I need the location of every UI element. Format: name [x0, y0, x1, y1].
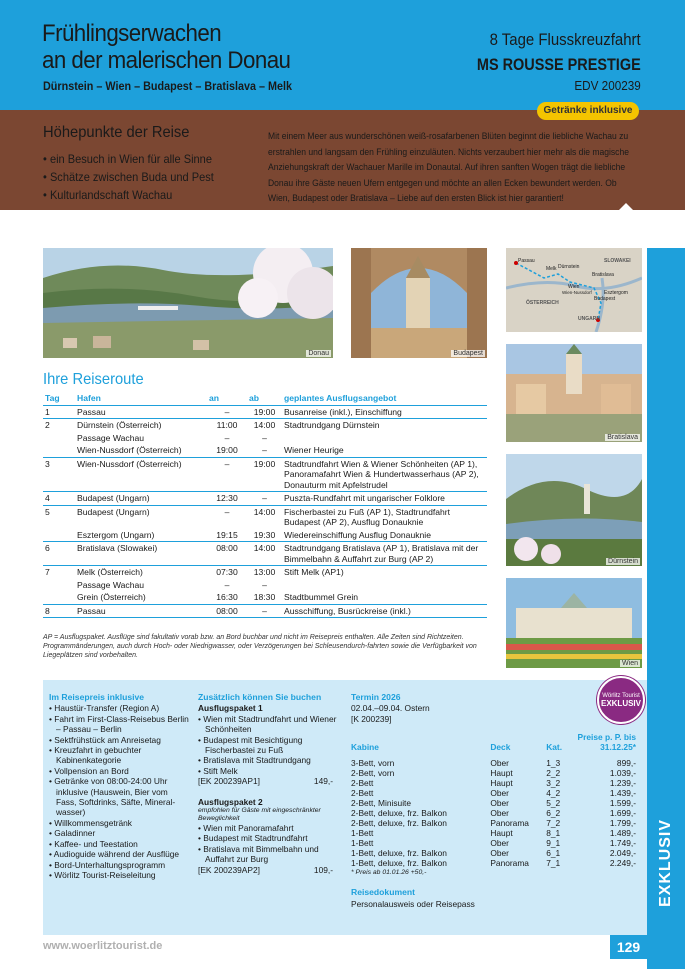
map-label-oesterreich: ÖSTERREICH	[526, 300, 559, 306]
cell-deck: Ober	[490, 808, 509, 819]
photo-caption: Budapest	[453, 350, 483, 357]
cell-kabine: 1-Bett, deluxe, frz. Balkon	[351, 858, 447, 869]
col-hafen: Hafen	[75, 392, 207, 405]
cell-kabine: 2-Bett, vorn	[351, 768, 395, 779]
cell-preis: 1.489,-	[609, 828, 636, 839]
website-link[interactable]: www.woerlitztourist.de	[43, 940, 163, 952]
cell-an: 08:00	[207, 604, 247, 618]
cell-ab: –	[247, 492, 282, 506]
list-item: • Bratislava mit Stadtrundgang	[198, 755, 338, 765]
cell-preis: 1.039,-	[609, 768, 636, 779]
cell-preis: 1.599,-	[609, 798, 636, 809]
cell-preis: 899,-	[616, 758, 636, 769]
termin-code: [K 200239]	[351, 713, 392, 724]
package2-code: [EK 200239AP2]	[198, 864, 260, 875]
package1-title: Ausflugspaket 1	[198, 703, 263, 714]
list-item: • Willkommensgetränk	[49, 818, 189, 828]
cell-an: 11:00	[216, 420, 238, 430]
price-row	[351, 768, 636, 778]
highlight-item: • Kulturlandschaft Wachau	[43, 186, 214, 204]
cell-kabine: 2-Bett	[351, 788, 374, 799]
table-row	[43, 492, 487, 506]
price-row	[351, 848, 636, 858]
route-heading: Ihre Reiseroute	[43, 371, 144, 388]
inklusive-column	[49, 692, 189, 880]
termin-date: 02.04.–09.04. Ostern	[351, 703, 430, 714]
highlights-title: Höhepunkte der Reise	[43, 124, 190, 141]
photo-caption: Bratislava	[607, 434, 638, 441]
cell-ab: –	[262, 432, 267, 443]
ship-name: MS ROUSSE PRESTIGE	[477, 55, 641, 74]
table-row	[43, 405, 487, 419]
cell-an: 16:30	[207, 591, 247, 604]
cell-tag: 5	[45, 506, 50, 517]
cell-ab: –	[247, 444, 282, 457]
price-body	[351, 758, 636, 868]
seal-line1: Wörlitz Tourist	[602, 693, 640, 699]
price-table	[351, 732, 636, 868]
package1-code: [EK 200239AP1]	[198, 776, 260, 787]
col-tag: Tag	[43, 392, 75, 405]
cell-kat: 2_2	[546, 768, 561, 779]
reisedokument-title: Reisedokument	[351, 887, 415, 898]
wien-belvedere-image	[506, 578, 642, 668]
cell-ab: 14:00	[247, 542, 282, 566]
cell-hafen: Esztergom (Ungarn)	[75, 529, 207, 542]
map-label-passau: Passau	[518, 258, 535, 264]
cell-preis: 1.699,-	[609, 808, 636, 819]
price-row	[351, 788, 636, 798]
cell-ausflug: Stadtrundgang Bratislava (AP 1), Bratislava mit der Bimmelbahn & Auffahrt zur Burg (AP 2)	[282, 542, 487, 566]
exklusiv-seal	[597, 676, 645, 724]
cell-hafen: Passage Wachau	[77, 579, 145, 590]
exklusiv-vertical-label: EXKLUSIV	[657, 818, 674, 907]
termin-title: Termin 2026	[351, 692, 401, 702]
list-item: • Stift Melk	[198, 766, 338, 776]
cell-ausflug: Stadtrundfahrt Wien & Wiener Schönheiten (AP 1), Panoramafahrt Wien & Hundertwasserhaus (AP 2), Donauturm mit Apfelstrudel	[282, 457, 487, 492]
cell-hafen: Passau	[75, 604, 207, 618]
cell-ausflug: Ausschiffung, Busrückreise (inkl.)	[282, 604, 487, 618]
cell-kat: 5_2	[546, 798, 561, 809]
col-kabine: Kabine	[351, 742, 379, 753]
cell-hafen: Passau	[75, 405, 207, 419]
photo-budapest	[351, 248, 487, 358]
map-label-wien-nussdorf: Wien-Nussdorf	[562, 290, 592, 295]
list-item: • Wien mit Stadtrundfahrt und Wiener Schönheiten	[198, 714, 338, 735]
route-subtitle: Dürnstein – Wien – Budapest – Bratislava – Melk	[43, 79, 292, 93]
cell-preis: 1.749,-	[609, 838, 636, 849]
list-item: • Vollpension an Bord	[49, 766, 189, 776]
seal-line2: EXKLUSIV	[600, 699, 641, 708]
cell-tag	[43, 591, 75, 604]
map-label-duernstein: Dürnstein	[558, 264, 580, 270]
cell-an: –	[207, 457, 247, 492]
cell-hafen: Melk (Österreich)	[77, 567, 143, 577]
cell-ausflug: Wiedereinschiffung Ausflug Donauknie	[282, 529, 487, 542]
list-item: • Wien mit Panoramafahrt	[198, 823, 338, 833]
map-label-ungarn: UNGARN	[578, 316, 600, 322]
cell-kabine: 1-Bett, deluxe, frz. Balkon	[351, 848, 447, 859]
cell-tag	[43, 444, 75, 457]
route-table	[43, 392, 487, 618]
cell-ausflug: Stadtbummel Grein	[282, 591, 487, 604]
cell-kat: 6_2	[546, 808, 561, 819]
cell-ausflug	[282, 432, 487, 445]
cell-tag: 4	[43, 492, 75, 506]
cell-deck: Ober	[490, 838, 509, 849]
edv-code: EDV 200239	[574, 78, 641, 93]
cell-hafen: Wien-Nussdorf (Österreich)	[75, 444, 207, 457]
cell-tag: 3	[43, 457, 75, 492]
page-number: 129	[610, 935, 647, 959]
list-item: • Sektfrühstück am Anreisetag	[49, 735, 189, 745]
cell-kabine: 1-Bett	[351, 828, 374, 839]
cell-ausflug: Busanreise (inkl.), Einschiffung	[282, 405, 487, 419]
cell-ausflug: Stadtrundgang Dürnstein	[284, 420, 380, 430]
cell-an: 19:15	[207, 529, 247, 542]
cell-hafen: Budapest (Ungarn)	[77, 506, 150, 517]
cell-ausflug	[282, 579, 487, 592]
cell-preis: 2.049,-	[609, 848, 636, 859]
cell-kat: 6_1	[546, 848, 561, 859]
cell-hafen: Grein (Österreich)	[75, 591, 207, 604]
cell-kat: 9_1	[546, 838, 561, 849]
price-note: * Preis ab 01.01.26 +50,-	[351, 869, 427, 877]
table-row	[43, 419, 487, 432]
price-row	[351, 808, 636, 818]
list-item: • Getränke von 08:00-24:00 Uhr inklusive (Hauswein, Bier vom Fass, Softdrinks, Säfte, Mineral-wasser)	[49, 776, 189, 818]
cell-kat: 1_3	[546, 758, 561, 769]
photo-caption: Donau	[308, 350, 329, 357]
cell-ab: 13:00	[253, 567, 276, 577]
cell-an: 12:30	[207, 492, 247, 506]
cell-preis: 1.439,-	[609, 788, 636, 799]
cell-deck: Haupt	[490, 768, 513, 779]
cell-deck: Panorama	[490, 818, 529, 829]
cell-deck: Ober	[490, 788, 509, 799]
table-row	[43, 566, 487, 579]
zusatz-column	[198, 692, 338, 875]
cell-ausflug: Wiener Heurige	[282, 444, 487, 457]
list-item: • Kreuzfahrt in gebuchter Kabinenkategorie	[49, 745, 189, 766]
route-footnote: AP = Ausflugspaket. Ausflüge sind fakultativ vorab bzw. an Bord buchbar und nicht im Reisepreis enthalten. Alle Zeiten sind Richtzeiten. Programmänderungen, auch durch Hoch- oder Niedrigwasser, oder Verzögerungen bei Schleusendurch-fahrten sowie die Verfügbarkeit von Liegeplätzen sind vorbehalten.	[43, 634, 477, 659]
map-label-esztergom: Esztergom	[604, 290, 628, 296]
list-item: • Galadinner	[49, 828, 189, 838]
cell-kat: 3_2	[546, 778, 561, 789]
price-row	[351, 828, 636, 838]
cell-tag: 7	[45, 567, 50, 577]
photo-caption: Wien	[622, 660, 638, 667]
cell-an: –	[224, 506, 230, 517]
cell-kabine: 2-Bett, Minisuite	[351, 798, 412, 809]
cell-ab: 19:00	[247, 457, 282, 492]
photo-donau	[43, 248, 333, 358]
list-item: • Kaffee- und Teestation	[49, 839, 189, 849]
cell-an: 08:00	[207, 542, 247, 566]
cell-hafen: Bratislava (Slowakei)	[75, 542, 207, 566]
list-item: • Budapest mit Besichtigung Fischerbastei zu Fuß	[198, 735, 338, 756]
table-row	[43, 505, 487, 529]
cell-preis: 1.799,-	[609, 818, 636, 829]
table-row	[43, 579, 487, 592]
cell-kabine: 2-Bett, deluxe, frz. Balkon	[351, 808, 447, 819]
map-label-bratislava: Bratislava	[592, 272, 614, 278]
package2-list	[198, 823, 338, 865]
route-body	[43, 405, 487, 618]
page-title: Frühlingserwachen an der malerischen Donau	[42, 20, 291, 74]
col-ausflug: geplantes Ausflugsangebot	[282, 392, 487, 405]
cell-an: –	[207, 405, 247, 419]
cell-tag	[43, 579, 75, 592]
cell-deck: Panorama	[490, 858, 529, 869]
list-item: • Wörlitz Tourist-Reiseleitung	[49, 870, 189, 880]
col-an: an	[207, 392, 247, 405]
route-map-image	[506, 248, 642, 332]
list-item: • Haustür-Transfer (Region A)	[49, 703, 189, 713]
zusatz-title: Zusätzlich können Sie buchen	[198, 692, 322, 702]
list-item: • Bord-Unterhaltungsprogramm	[49, 860, 189, 870]
cell-hafen: Wien-Nussdorf (Österreich)	[75, 457, 207, 492]
duernstein-valley-image	[506, 454, 642, 566]
package2-price: 109,-	[313, 864, 333, 875]
col-deck: Deck	[490, 742, 511, 753]
table-row	[43, 457, 487, 492]
donau-landscape-image	[43, 248, 333, 358]
inklusive-list	[49, 703, 189, 880]
cell-an: 07:30	[216, 567, 238, 577]
cell-tag: 2	[45, 420, 50, 430]
cell-tag	[43, 529, 75, 542]
map-label-wien: Wien	[568, 284, 580, 290]
list-item: • Budapest mit Stadtrundfahrt	[198, 833, 338, 843]
table-row	[43, 591, 487, 604]
price-row	[351, 858, 636, 868]
cell-ab: 19:00	[247, 405, 282, 419]
cell-kabine: 3-Bett, vorn	[351, 758, 395, 769]
price-row	[351, 798, 636, 808]
list-item: • Audioguide während der Ausflüge	[49, 849, 189, 859]
cell-an: –	[224, 432, 230, 443]
price-row	[351, 758, 636, 768]
map-label-budapest: Budapest	[594, 296, 616, 302]
intro-text: Mit einem Meer aus wunderschönen weiß-rosafarbenen Blüten beginnt die liebliche Wachau zu erstrahlen und langsam den Frühling einzuläuten. Nichts verzaubert hier mehr als die magische Anziehungskraft der Wachauer Marille im Donautal. Auf ihren sanften Wogen trägt die liebliche Donau ihre Gäste neuen Ufern entgegen und möchte an allen Ecken bewundert werden. Ob Wien, Budapest oder Bratislava – Liebe auf den ersten Blick ist hier garantiert!	[268, 131, 629, 203]
cell-ab: –	[262, 579, 267, 590]
cell-kabine: 2-Bett, deluxe, frz. Balkon	[351, 818, 447, 829]
cell-kat: 8_1	[546, 828, 561, 839]
band-notch	[619, 203, 633, 210]
cell-deck: Haupt	[490, 828, 513, 839]
reisedokument-text: Personalausweis oder Reisepass	[351, 898, 475, 909]
list-item: • Bratislava mit Bimmelbahn und Auffahrt zur Burg	[198, 844, 338, 865]
cell-preis: 2.249,-	[609, 858, 636, 869]
cell-deck: Ober	[490, 758, 509, 769]
col-kat: Kat.	[546, 742, 563, 753]
cell-preis: 1.239,-	[609, 778, 636, 789]
cell-kat: 7_2	[546, 818, 561, 829]
package1-list	[198, 714, 338, 776]
cell-ausflug: Stift Melk (AP1)	[284, 567, 344, 577]
price-row	[351, 818, 636, 828]
photo-caption: Dürnstein	[608, 558, 638, 565]
cell-tag: 1	[43, 405, 75, 419]
cell-ausflug: Fischerbastei zu Fuß (AP 1), Stadtrundfahrt Budapest (AP 2), Ausflug Donauknie	[284, 506, 451, 527]
table-row	[43, 444, 487, 457]
package2-title: Ausflugspaket 2	[198, 796, 263, 807]
col-ab: ab	[247, 392, 282, 405]
cell-hafen: Passage Wachau	[77, 432, 145, 443]
cell-kabine: 1-Bett	[351, 838, 374, 849]
package2-code-row	[198, 865, 333, 875]
route-map	[506, 248, 642, 332]
cell-ab: 14:00	[253, 506, 276, 517]
cell-an: 19:00	[207, 444, 247, 457]
budapest-bastion-image	[351, 248, 487, 358]
bratislava-square-image	[506, 344, 642, 442]
cell-kabine: 2-Bett	[351, 778, 374, 789]
table-row	[43, 432, 487, 445]
package2-note: empfohlen für Gäste mit eingeschränkter Beweglichkeit	[198, 807, 321, 823]
table-row	[43, 604, 487, 618]
cell-tag: 6	[43, 542, 75, 566]
photo-duernstein	[506, 454, 642, 566]
package1-price: 149,-	[313, 776, 333, 787]
cell-ab: 19:30	[247, 529, 282, 542]
inklusive-title: Im Reisepreis inklusive	[49, 692, 145, 702]
table-row	[43, 529, 487, 542]
highlights-list	[43, 150, 214, 204]
list-item: • Fahrt im First-Class-Reisebus Berlin – Passau – Berlin	[49, 714, 189, 735]
cell-deck: Haupt	[490, 778, 513, 789]
cell-tag	[43, 432, 75, 445]
highlight-item: • ein Besuch in Wien für alle Sinne	[43, 150, 214, 168]
drinks-included-badge: Getränke inklusive	[537, 102, 639, 120]
cell-hafen: Dürnstein (Österreich)	[77, 420, 162, 430]
map-label-melk: Melk	[546, 266, 557, 272]
cell-kat: 7_1	[546, 858, 561, 869]
package1-code-row	[198, 776, 333, 786]
photo-bratislava	[506, 344, 642, 442]
cell-hafen: Budapest (Ungarn)	[75, 492, 207, 506]
price-row	[351, 838, 636, 848]
map-label-slowakei: SLOWAKEI	[604, 258, 631, 264]
cell-ab: 18:30	[247, 591, 282, 604]
highlight-item: • Schätze zwischen Buda und Pest	[43, 168, 214, 186]
cell-kat: 4_2	[546, 788, 561, 799]
cell-an: –	[224, 579, 230, 590]
cell-deck: Ober	[490, 848, 509, 859]
table-row	[43, 542, 487, 566]
cell-ab: 14:00	[253, 420, 276, 430]
col-preis: Preise p. P. bis 31.12.25*	[577, 732, 636, 753]
photo-wien	[506, 578, 642, 668]
price-row	[351, 778, 636, 788]
cruise-duration: 8 Tage Flusskreuzfahrt	[489, 30, 641, 49]
cell-ab: –	[247, 604, 282, 618]
cell-deck: Ober	[490, 798, 509, 809]
cell-tag: 8	[43, 604, 75, 618]
cell-ausflug: Puszta-Rundfahrt mit ungarischer Folklore	[282, 492, 487, 506]
